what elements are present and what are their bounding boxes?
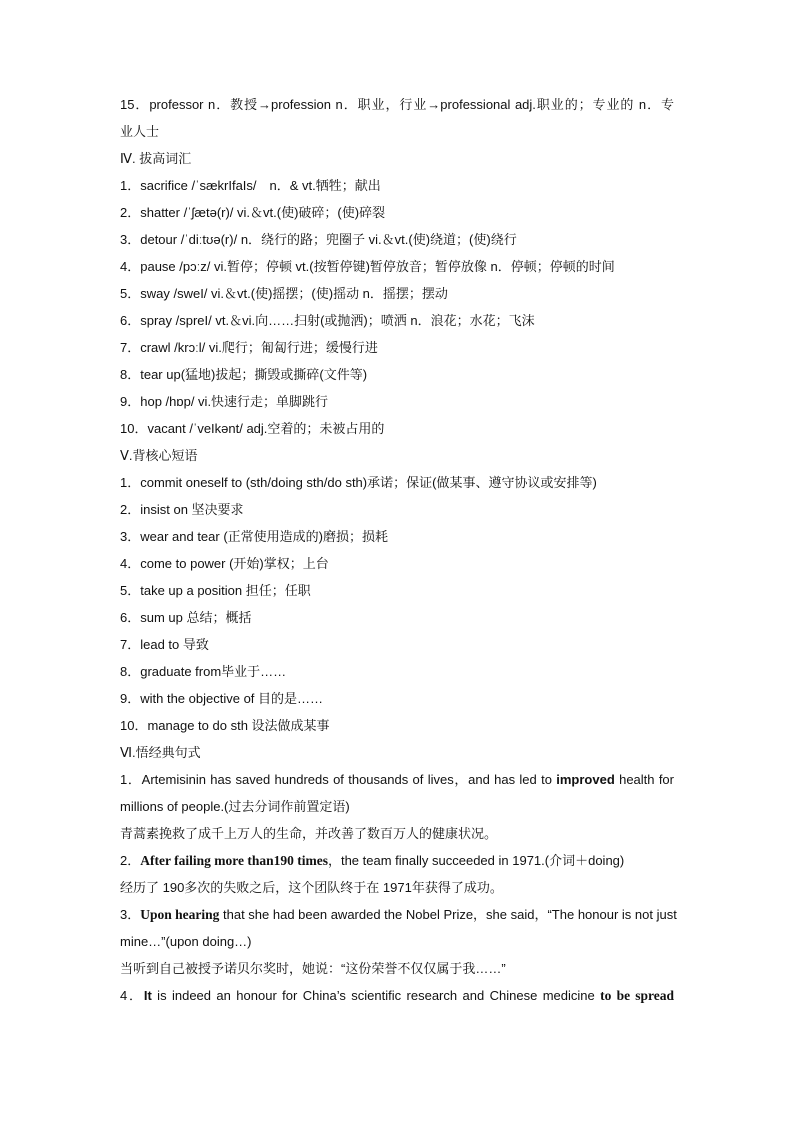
sentence-3-translation: 当听到自己被授予诺贝尔奖时，她说：“这份荣誉不仅仅属于我……” [120, 961, 506, 976]
document-page [120, 91, 677, 1009]
sentence-3-line2: mine…”(upon doing…) [120, 934, 252, 949]
vocab-item: 8．tear up(猛地)拔起；撕毁或撕碎(文件等) [120, 367, 368, 382]
sentence-1-suffix: health for [614, 772, 674, 787]
vocab-item: 6．spray /spreI/ vt.＆vi.向……扫射(或抛洒)；喷洒 n．浪花；水花；飞沫 [120, 313, 535, 328]
vocab-item-15-line2: 业人士 [120, 124, 160, 139]
vocab-item: 2．shatter /ˈʃætə(r)/ vi.＆vt.(使)破碎；(使)碎裂 [120, 205, 386, 220]
vocab-item: 4．pause /pɔːz/ vi.暂停；停顿 vt.(按暂停键)暂停放音；暂停放像 n．停顿；停顿的时间 [120, 259, 615, 274]
sentence-1-prefix: 1．Artemisinin has saved hundreds of thousands of lives，and has led to [120, 772, 557, 787]
vocab-list [120, 172, 674, 442]
sentence-4-line1 [120, 982, 674, 1009]
sentence-3-bold: Upon hearing [140, 907, 220, 922]
sentence-4-middle: is indeed an honour for China’s scientific research and Chinese medicine [151, 988, 601, 1003]
sentence-2 [120, 847, 674, 874]
sentence-4-bold-it: It [143, 988, 152, 1003]
sentence-3-line1 [120, 901, 677, 928]
phrase-item: 6．sum up 总结；概括 [120, 610, 252, 625]
vocab-item: 5．sway /sweI/ vi.＆vt.(使)摇摆；(使)摇动 n．摇摆；摆动 [120, 286, 448, 301]
sentence-4-prefix: 4． [120, 988, 144, 1003]
sentence-3-prefix: 3． [120, 907, 141, 922]
sentence-2-prefix: 2． [120, 853, 141, 868]
section-heading-4: Ⅳ. 拔高词汇 [120, 151, 192, 166]
phrase-item: 3．wear and tear (正常使用造成的)磨损；损耗 [120, 529, 388, 544]
sentence-1-line1 [120, 766, 674, 793]
vocab-item: 10．vacant /ˈveIkənt/ adj.空着的；未被占用的 [120, 421, 385, 436]
sentence-1-translation: 青蒿素挽救了成千上万人的生命，并改善了数百万人的健康状况。 [120, 826, 498, 841]
phrase-item: 5．take up a position 担任；任职 [120, 583, 311, 598]
sentence-1-line2: millions of people.(过去分词作前置定语) [120, 799, 350, 814]
section-heading-5: Ⅴ.背核心短语 [120, 448, 198, 463]
sentence-3-suffix: that she had been awarded the Nobel Prize，she said，“The honour is not just [219, 907, 677, 922]
phrase-item: 8．graduate from毕业于…… [120, 664, 287, 679]
phrase-item: 7．lead to 导致 [120, 637, 209, 652]
vocab-item-15-line1: 15．professor n．教授→profession n．职业，行业→professional adj.职业的；专业的 n．专 [120, 97, 674, 112]
vocab-item: 7．crawl /krɔːl/ vi.爬行；匍匐行进；缓慢行进 [120, 340, 378, 355]
phrase-item: 2．insist on 坚决要求 [120, 502, 244, 517]
sentence-4-bold-to-be-spread: to be spread [600, 988, 674, 1003]
phrase-item: 10．manage to do sth 设法做成某事 [120, 718, 330, 733]
phrase-item: 9．with the objective of 目的是…… [120, 691, 324, 706]
vocab-item: 3．detour /ˈdiːtʊə(r)/ n．绕行的路；兜圈子 vi.＆vt.(使)绕道；(使)绕行 [120, 232, 517, 247]
vocab-item: 9．hop /hɒp/ vi.快速行走；单脚跳行 [120, 394, 329, 409]
vocab-item: 1．sacrifice /ˈsækrIfaIs/ n．& vt.牺牲；献出 [120, 178, 381, 193]
phrase-item: 4．come to power (开始)掌权；上台 [120, 556, 329, 571]
section-heading-6: Ⅵ.悟经典句式 [120, 745, 201, 760]
sentence-1-bold: improved [556, 772, 615, 787]
phrase-item: 1．commit oneself to (sth/doing sth/do sth)承诺；保证(做某事、遵守协议或安排等) [120, 475, 597, 490]
phrase-list [120, 469, 674, 739]
sentence-2-suffix: ，the team finally succeeded in 1971.(介词＋doing) [327, 853, 625, 868]
sentence-2-translation: 经历了 190多次的失败之后，这个团队终于在 1971年获得了成功。 [120, 880, 503, 895]
sentence-2-bold: After failing more than190 times [140, 853, 328, 868]
